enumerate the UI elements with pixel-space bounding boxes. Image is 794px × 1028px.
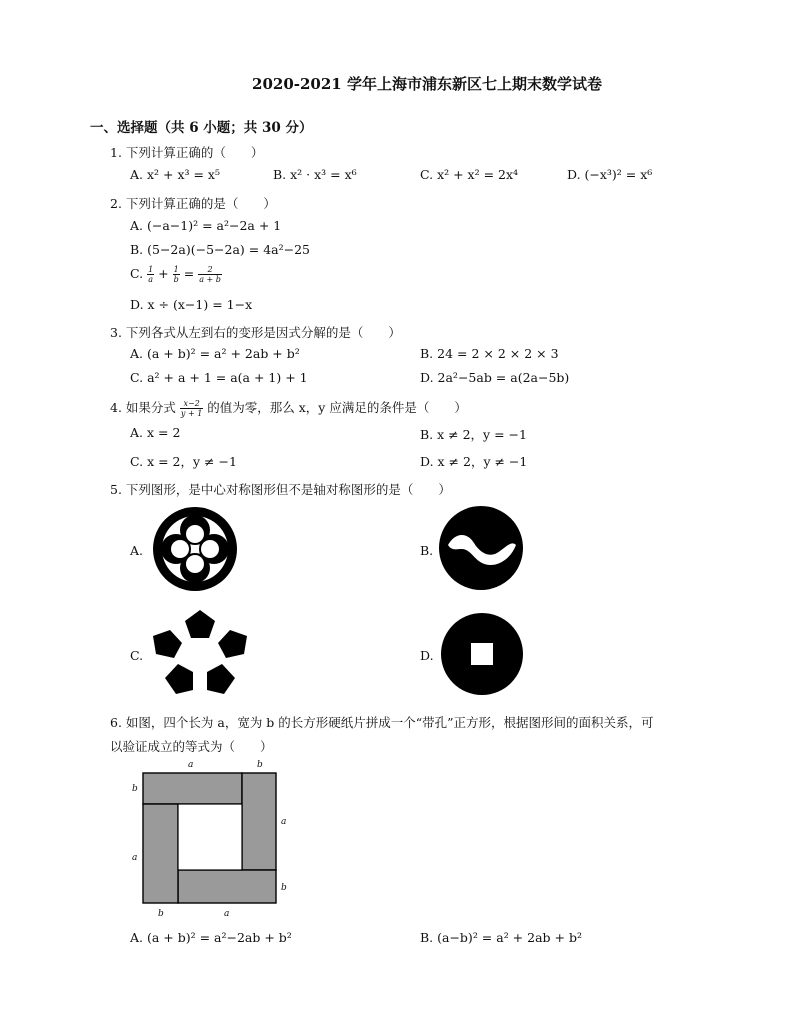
pentagon-flower-figure: [152, 608, 248, 698]
q3-option-b: B. 24 = 2 × 2 × 2 × 3: [420, 346, 559, 361]
q5-stem: 5. 下列图形，是中心对称图形但不是轴对称图形的是（ ）: [110, 482, 451, 497]
q3-stem: 3. 下列各式从左到右的变形是因式分解的是（ ）: [110, 325, 401, 340]
q6-stem-line1: 6. 如图，四个长为 a，宽为 b 的长方形硬纸片拼成一个“带孔”正方形，根据图形间的面积关系，可: [110, 715, 654, 730]
q2-stem: 2. 下列计算正确的是（ ）: [110, 196, 276, 211]
q6-option-b: B. (a−b)² = a² + 2ab + b²: [420, 930, 582, 945]
q2-option-d: D. x ÷ (x−1) = 1−x: [130, 297, 253, 312]
q6-stem-line2: 以验证成立的等式为（ ）: [110, 739, 273, 754]
circle-wave-figure: [438, 505, 524, 591]
q5-option-b-label: B.: [420, 543, 434, 558]
frac-den: y + 1: [180, 409, 203, 418]
label-a-bottom: a: [224, 909, 230, 919]
q1-option-c: C. x² + x² = 2x⁴: [420, 167, 519, 182]
label-b-right: b: [281, 883, 287, 893]
coin-square-hole-figure: [440, 612, 524, 696]
label-b-left: b: [132, 784, 138, 794]
q4-option-d: D. x ≠ 2，y ≠ −1: [420, 454, 528, 469]
frac-num: 1: [173, 265, 179, 274]
frac-num: 2: [198, 265, 222, 275]
section-heading: 一、选择题（共 6 小题；共 30 分）: [90, 120, 313, 136]
circle-four-lobes-figure: [152, 506, 238, 592]
q1-option-a: A. x² + x³ = x⁵: [130, 167, 220, 182]
frac-den: b: [173, 275, 179, 284]
q3-option-d: D. 2a²−5ab = a(2a−5b): [420, 370, 570, 385]
frac-den: a: [148, 275, 154, 284]
q4-stem-suffix: 的值为零，那么 x，y 应满足的条件是（ ）: [207, 400, 467, 415]
frac-den: a + b: [199, 275, 221, 284]
q4-fraction: [180, 399, 203, 418]
q4-stem-prefix: 4. 如果分式: [110, 400, 176, 415]
q4-option-c: C. x = 2，y ≠ −1: [130, 454, 237, 469]
label-a-left: a: [132, 853, 138, 863]
q2-option-c-label: C.: [130, 266, 144, 281]
frac-num: 1: [148, 265, 154, 274]
q2-option-a: A. (−a−1)² = a²−2a + 1: [130, 218, 282, 233]
q1-option-b: B. x² · x³ = x⁶: [273, 167, 357, 182]
q4-option-a: A. x = 2: [130, 425, 181, 440]
fraction-1-over-b: [173, 265, 180, 284]
q4-stem: [110, 398, 467, 418]
q2-option-c: C. $\frac{1}{a}$ + $\frac{1}{b}$ = $\frac{2}{a + b}$: [130, 265, 221, 284]
q1-option-d: D. (−x³)² = x⁶: [567, 167, 653, 182]
frac-num: x−2: [180, 399, 203, 409]
hollow-square-figure: [128, 758, 298, 920]
q6-option-a: A. (a + b)² = a²−2ab + b²: [130, 930, 292, 945]
q5-option-d-label: D.: [420, 648, 434, 663]
label-a-right: a: [281, 817, 287, 827]
page-title: 2020-2021 学年上海市浦东新区七上期末数学试卷: [252, 75, 602, 93]
label-b-top: b: [257, 760, 263, 770]
label-b-bottom: b: [158, 909, 164, 919]
label-a-top: a: [188, 760, 194, 770]
fraction-1-over-a: [147, 265, 154, 284]
q3-option-a: A. (a + b)² = a² + 2ab + b²: [130, 346, 300, 361]
fraction-2-over-a-plus-b: [198, 265, 222, 284]
q1-stem: 1. 下列计算正确的（ ）: [110, 145, 264, 160]
q5-option-a-label: A.: [130, 543, 144, 558]
q2-option-b: B. (5−2a)(−5−2a) = 4a²−25: [130, 242, 310, 257]
q4-option-b: B. x ≠ 2，y = −1: [420, 427, 527, 442]
q5-option-c-label: C.: [130, 648, 144, 663]
q3-option-c: C. a² + a + 1 = a(a + 1) + 1: [130, 370, 308, 385]
